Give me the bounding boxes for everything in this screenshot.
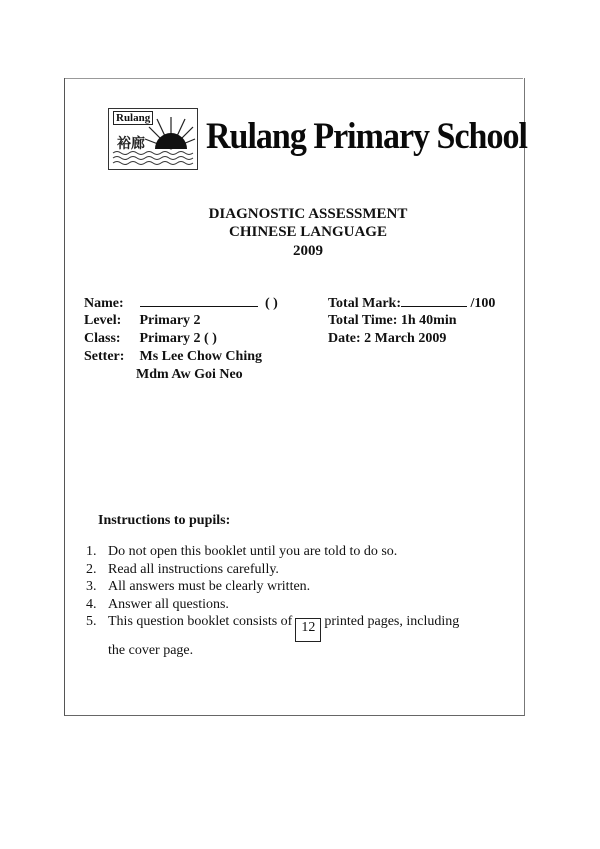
total-mark-label: Total Mark: <box>328 296 401 311</box>
school-logo <box>108 108 198 170</box>
setter-name-1: Ms Lee Chow Ching <box>139 349 263 364</box>
register-number-paren: ( ) <box>265 296 278 311</box>
exam-date: Date: 2 March 2009 <box>328 331 447 346</box>
instructions-list <box>86 543 516 660</box>
school-name: Rulang Primary School <box>206 116 527 157</box>
name-field[interactable] <box>140 294 258 307</box>
class-label: Class: <box>84 331 121 346</box>
list-item: 4. Answer all questions. <box>86 596 229 612</box>
list-item: 3. All answers must be clearly written. <box>86 579 311 594</box>
name-label: Name: <box>84 296 124 311</box>
level-value: Primary 2 <box>139 313 201 328</box>
page-count-box: 12 <box>295 618 321 642</box>
class-value: Primary 2 ( ) <box>139 331 217 346</box>
logo-chinese-chars: 裕廊 <box>117 137 145 152</box>
logo-text: Rulang <box>113 111 153 125</box>
list-item: 2. Read all instructions carefully. <box>86 561 279 577</box>
total-time: Total Time: 1h 40min <box>328 313 457 328</box>
instructions-heading: Instructions to pupils: <box>98 513 231 528</box>
list-item: 5. This question booklet consists of 12 printed pages, including <box>86 613 516 642</box>
setter-name-2: Mdm Aw Goi Neo <box>136 367 243 382</box>
list-item: 1. Do not open this booklet until you are told to do so. <box>86 544 398 559</box>
subject-title: CHINESE LANGUAGE <box>229 224 387 240</box>
list-item-continuation: the cover page. <box>108 643 194 658</box>
assessment-title: DIAGNOSTIC ASSESSMENT <box>208 206 408 222</box>
setter-label: Setter: <box>84 349 125 364</box>
level-label: Level: <box>84 313 122 328</box>
year-title: 2009 <box>293 243 323 259</box>
total-mark-field[interactable] <box>401 294 467 307</box>
total-mark-value: /100 <box>470 296 496 311</box>
